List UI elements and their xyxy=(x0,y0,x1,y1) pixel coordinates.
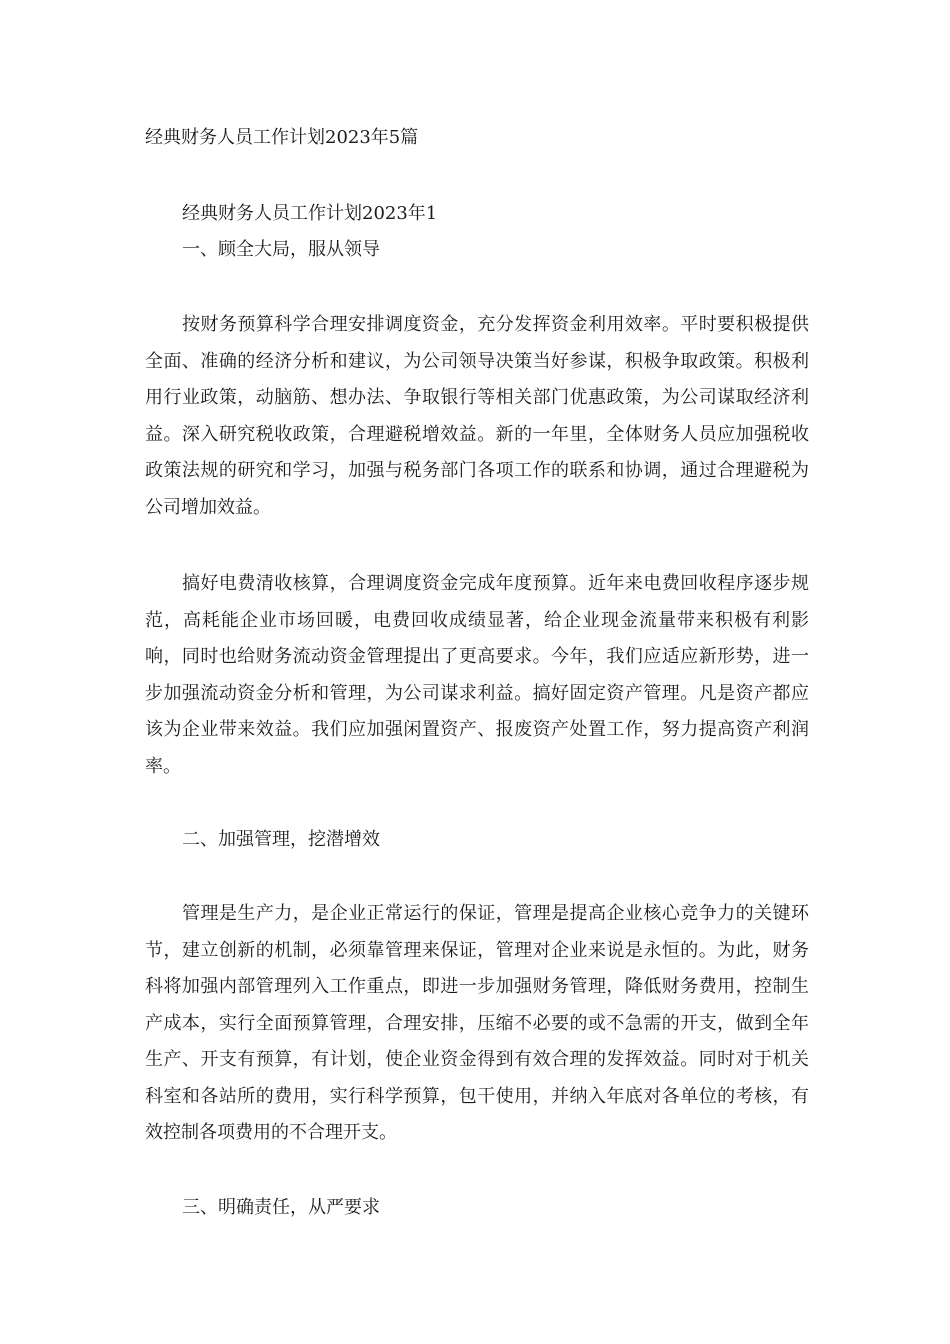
document-title: 经典财务人员工作计划2023年5篇 xyxy=(145,127,419,148)
section-1-paragraph-2: 搞好电费清收核算，合理调度资金完成年度预算。近年来电费回收程序逐步规范，高耗能企业市场回暖，电费回收成绩显著，给企业现金流量带来积极有利影响，同时也给财务流动资金管理提出了更高要求。今年，我们应适应新形势，进一步加强流动资金分析和管理，为公司谋求利益。搞好固定资产管理。凡是资产都应该为企业带来效益。我们应加强闲置资产、报废资产处置工作，努力提高资产利润率。 xyxy=(145,573,809,777)
section-heading-1: 一、顾全大局，服从领导 xyxy=(182,239,380,260)
section-heading-2: 二、加强管理，挖潜增效 xyxy=(182,829,380,850)
section-heading-3: 三、明确责任，从严要求 xyxy=(182,1197,380,1218)
document-subtitle: 经典财务人员工作计划2023年1 xyxy=(182,203,438,224)
section-1-paragraph-1: 按财务预算科学合理安排调度资金，充分发挥资金利用效率。平时要积极提供全面、准确的经济分析和建议，为公司领导决策当好参谋，积极争取政策。积极利用行业政策，动脑筋、想办法、争取银行等相关部门优惠政策，为公司谋取经济利益。深入研究税收政策，合理避税增效益。新的一年里，全体财务人员应加强税收政策法规的研究和学习，加强与税务部门各项工作的联系和协调，通过合理避税为公司增加效益。 xyxy=(145,314,809,518)
section-2-paragraph-1: 管理是生产力，是企业正常运行的保证，管理是提高企业核心竞争力的关键环节，建立创新的机制，必须靠管理来保证，管理对企业来说是永恒的。为此，财务科将加强内部管理列入工作重点，即进一步加强财务管理，降低财务费用，控制生产成本，实行全面预算管理，合理安排，压缩不必要的或不急需的开支，做到全年生产、开支有预算，有计划，使企业资金得到有效合理的发挥效益。同时对于机关科室和各站所的费用，实行科学预算，包干使用，并纳入年底对各单位的考核，有效控制各项费用的不合理开支。 xyxy=(145,903,809,1143)
